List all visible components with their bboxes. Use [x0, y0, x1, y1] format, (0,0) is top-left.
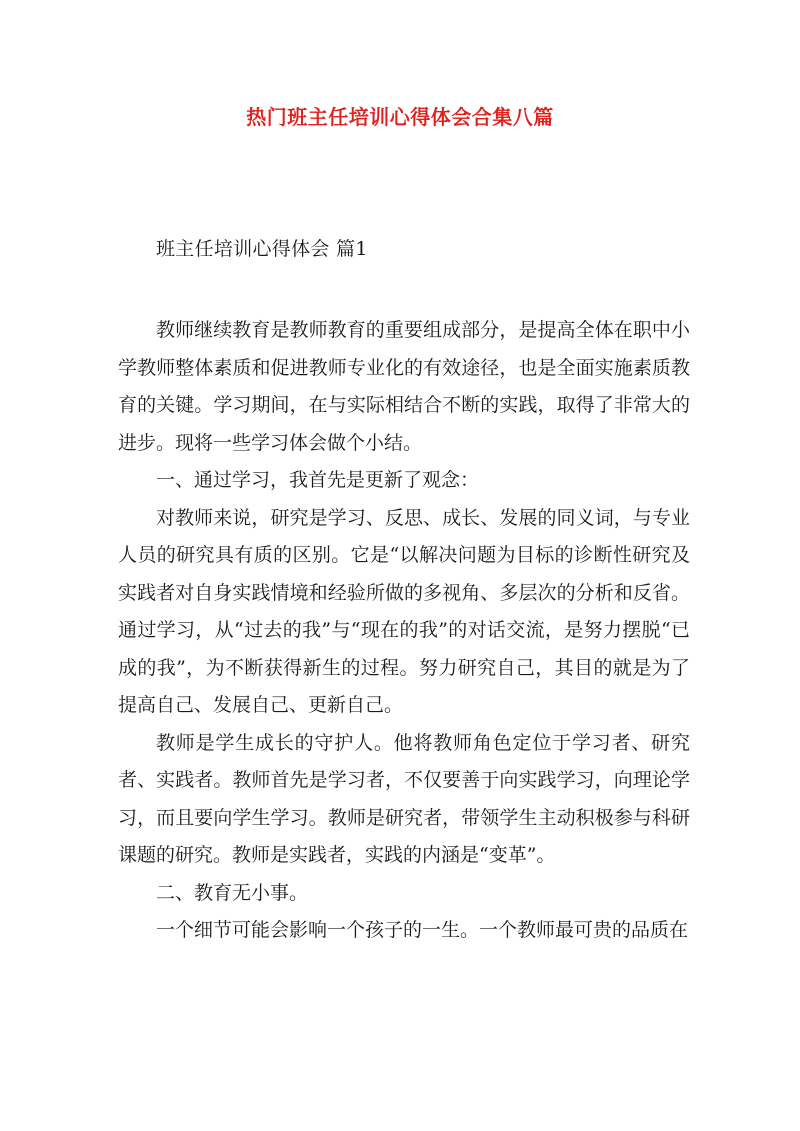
- document-body: [118, 312, 690, 950]
- paragraph-heading-two: 二、教育无小事。: [156, 881, 309, 904]
- paragraph-guardian: 教师是学生成长的守护人。他将教师角色定位于学习者、研究者、实践者。教师首先是学习者，不仅要善于向实践学习，向理论学习，而且要向学生学习。教师是研究者，带领学生主动积极参与科研课题的研究。教师是实践者，实践的内涵是“变革”。: [118, 731, 690, 866]
- paragraph-intro: 教师继续教育是教师教育的重要组成部分，是提高全体在职中小学教师整体素质和促进教师专业化的有效途径，也是全面实施素质教育的关键。学习期间，在与实际相结合不断的实践，取得了非常大的进步。现将一些学习体会做个小结。: [118, 319, 690, 454]
- paragraph-heading-one: 一、通过学习，我首先是更新了观念：: [156, 469, 480, 491]
- section-heading: 班主任培训心得体会 篇1: [156, 238, 368, 260]
- document-title: 热门班主任培训心得体会合集八篇: [246, 105, 554, 129]
- paragraph-detail: 一个细节可能会影响一个孩子的一生。一个教师最可贵的品质在: [156, 919, 689, 941]
- paragraph-research: 对教师来说，研究是学习、反思、成长、发展的同义词，与专业人员的研究具有质的区别。它是“以解决问题为目标的诊断性研究及实践者对自身实践情境和经验所做的多视角、多层次的分析和反省。通过学习，从“过去的我”与“现在的我”的对话交流，是努力摆脱“已成的我”，为不断获得新生的过程。努力研究自己，其目的就是为了提高自己、发展自己、更新自己。: [118, 506, 690, 716]
